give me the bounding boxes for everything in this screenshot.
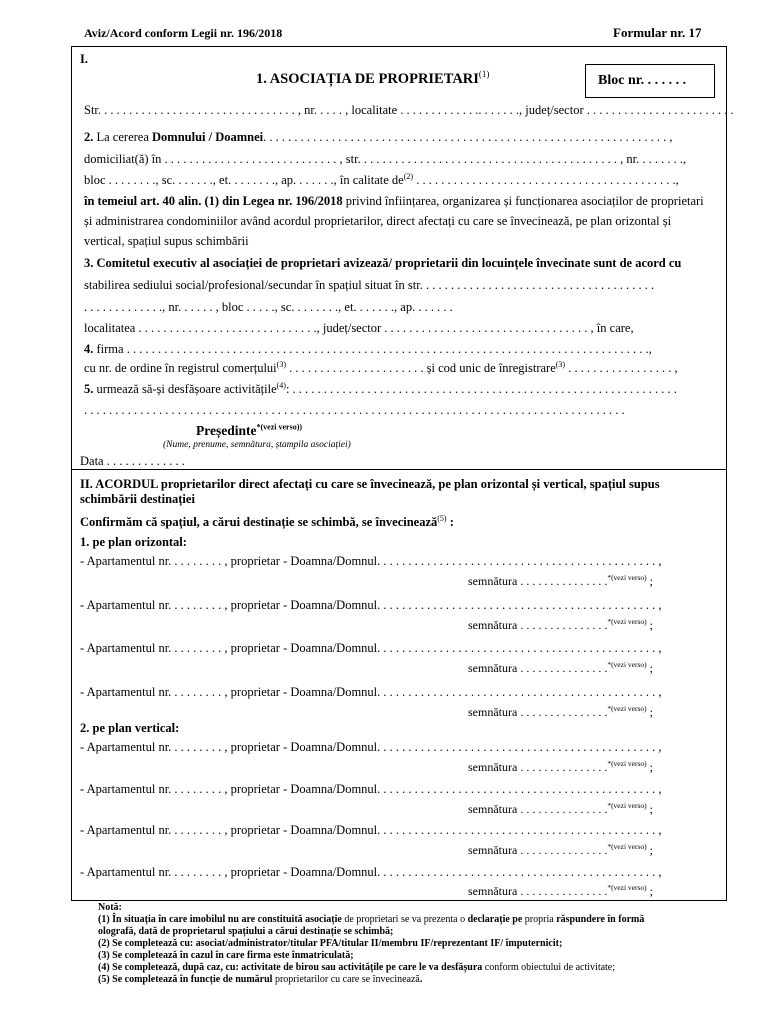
request-line[interactable]: 2. La cererea Domnului / Doamnei. . . . . . . . . . . . . . . . . . . . . . . . . . . . . . . . . . . . . . . . . . . . . . . . . . . . . . . . . . . . . . . . . ,	[84, 130, 673, 144]
legal-basis-line: în temeiul art. 40 alin. (1) din Legea nr. 196/2018 privind înființarea, organizarea și funcționarea asociaților de proprietari	[84, 194, 704, 208]
horizontal-heading: 1. pe plan orizontal:	[80, 535, 187, 549]
note-1: (1) În situația în care imobilul nu are constituită asociație de proprietari se va prezenta o declarație pe propria răspundere în formă	[98, 914, 645, 925]
apartment-row[interactable]: - Apartamentul nr. . . . . . . . . , proprietar - Doamna/Domnul. . . . . . . . . . . . . . . . . . . . . . . . . . . . . . . . . . . . . . . . . . . . . ,	[80, 782, 662, 796]
agreement-title: II. ACORDUL proprietarilor direct afectați cu care se învecinează, pe plan orizontal și vertical, spațiul supus	[80, 477, 660, 491]
agreement-title-2: schimbării destinației	[80, 492, 195, 506]
signature-field[interactable]: semnătura . . . . . . . . . . . . . . .$^{*(vezi verso)}$ ;	[468, 801, 654, 816]
apartment-row[interactable]: - Apartamentul nr. . . . . . . . . , proprietar - Doamna/Domnul. . . . . . . . . . . . . . . . . . . . . . . . . . . . . . . . . . . . . . . . . . . . . ,	[80, 598, 662, 612]
firm-line[interactable]: 4. firma . . . . . . . . . . . . . . . . . . . . . . . . . . . . . . . . . . . . . . . . . . . . . . . . . . . . . . . . . . . . . . . . . . . . . . . . . . . . . . . . . . . .,	[84, 342, 652, 356]
note-2: (2) Se completează cu: asociat/administrator/titular PFA/titular II/membru IF/reprezentant IF/ împuternicit;	[98, 938, 563, 949]
note-1-continued: olografă, dată de proprietarul spațiului a cărui destinație se schimbă;	[98, 926, 394, 937]
signature-field[interactable]: semnătura . . . . . . . . . . . . . . .$^{*(vezi verso)}$ ;	[468, 883, 654, 898]
signature-field[interactable]: semnătura . . . . . . . . . . . . . . .$^{*(vezi verso)}$ ;	[468, 842, 654, 857]
signature-field[interactable]: semnătura . . . . . . . . . . . . . . .$^{*(vezi verso)}$ ;	[468, 759, 654, 774]
legal-basis-line-3: vertical, spațiul supus schimbării	[84, 234, 249, 248]
bloc-capacity-line[interactable]: bloc . . . . . . . ., sc. . . . . . ., et. . . . . . . ., ap. . . . . . ., în calitate $de^{(2)}$ . . . . . . . . . . . . . . . . . . . . . . . . . . . . . . . . . . . . . . . . . .,	[84, 171, 679, 187]
note-5: (5) Se completează în funcție de numărul proprietarilor cu care se învecinează.	[98, 974, 423, 985]
apartment-row[interactable]: - Apartamentul nr. . . . . . . . . , proprietar - Doamna/Domnul. . . . . . . . . . . . . . . . . . . . . . . . . . . . . . . . . . . . . . . . . . . . . ,	[80, 641, 662, 655]
apartment-row[interactable]: - Apartamentul nr. . . . . . . . . , proprietar - Doamna/Domnul. . . . . . . . . . . . . . . . . . . . . . . . . . . . . . . . . . . . . . . . . . . . . ,	[80, 554, 662, 568]
apartment-row[interactable]: - Apartamentul nr. . . . . . . . . , proprietar - Doamna/Domnul. . . . . . . . . . . . . . . . . . . . . . . . . . . . . . . . . . . . . . . . . . . . . ,	[80, 823, 662, 837]
association-title: 1. ASOCIAȚIA DE PROPRIETARI$^{(1)}$	[256, 69, 490, 87]
date-field[interactable]: Data . . . . . . . . . . . . .	[80, 454, 185, 468]
signature-field[interactable]: semnătura . . . . . . . . . . . . . . .$^{*(vezi verso)}$ ;	[468, 617, 654, 632]
registry-line[interactable]: cu nr. de ordine în registrul comerțului$^{(3)}$ . . . . . . . . . . . . . . . . . . . . . . și cod unic de înregistrare$^{(3)}$ . . . . . . . . . . . . . . . . . ,	[84, 359, 678, 375]
headquarters-address-line[interactable]: . . . . . . . . . . . . ., nr. . . . . . , bloc . . . . ., sc. . . . . . . ., et. . . . . . ., ap. . . . . . .	[84, 300, 453, 314]
signature-field[interactable]: semnătura . . . . . . . . . . . . . . .$^{*(vezi verso)}$ ;	[468, 573, 654, 588]
apartment-row[interactable]: - Apartamentul nr. . . . . . . . . , proprietar - Doamna/Domnul. . . . . . . . . . . . . . . . . . . . . . . . . . . . . . . . . . . . . . . . . . . . . ,	[80, 685, 662, 699]
street-line[interactable]: Str. . . . . . . . . . . . . . . . . . . . . . . . . . . . . . . . , nr. . . . . , localitate . . . . . . . . . . . . .. . . . . . ., județ/sector . . . . . . . . . . . . . . . . . . . . . . . .	[84, 103, 734, 117]
apartment-row[interactable]: - Apartamentul nr. . . . . . . . . , proprietar - Doamna/Domnul. . . . . . . . . . . . . . . . . . . . . . . . . . . . . . . . . . . . . . . . . . . . . ,	[80, 740, 662, 754]
note-4: (4) Se completează, după caz, cu: activitate de birou sau activitățile pe care le va desfășura conform obiectului de activitate;	[98, 962, 616, 973]
bloc-number-field[interactable]: Bloc nr. . . . . . .	[598, 73, 687, 88]
form-number: Formular nr. 17	[613, 25, 702, 40]
section-one-roman: I.	[80, 52, 88, 66]
apartment-row[interactable]: - Apartamentul nr. . . . . . . . . , proprietar - Doamna/Domnul. . . . . . . . . . . . . . . . . . . . . . . . . . . . . . . . . . . . . . . . . . . . . ,	[80, 865, 662, 879]
activities-line-2[interactable]: . . . . . . . . . . . . . . . . . . . . . . . . . . . . . . . . . . . . . . . . . . . . . . . . . . . . . . . . . . . . . . . . . . . . . . . . . . . . . . . . . . . . . . .	[84, 403, 625, 417]
headquarters-locality-line[interactable]: localitatea . . . . . . . . . . . . . . . . . . . . . . . . . . . . ., județ/sector . . . . . . . . . . . . . . . . . . . . . . . . . . . . . . . . . , în care,	[84, 321, 634, 335]
note-3: (3) Se completează în cazul în care firma este înmatriculată;	[98, 950, 354, 961]
committee-statement: 3. Comitetul executiv al asociației de proprietari avizează/ proprietarii din locuințele învecinate sunt de acord cu	[84, 256, 682, 270]
headquarters-street-line[interactable]: stabilirea sediului social/profesional/secundar în spațiul situat în str. . . . . . . . . . . . . . . . . . . . . . . . . . . . . . . . . . . . . .	[84, 278, 655, 292]
domicile-line[interactable]: domiciliat(ă) în . . . . . . . . . . . . . . . . . . . . . . . . . . . . , str. . . . . . . . . . . . . . . . . . . . . . . . . . . . . . . . . . . . . . . . . . , nr. . . . . . . .,	[84, 152, 687, 166]
vertical-heading: 2. pe plan vertical:	[80, 721, 180, 735]
form-law-reference: Aviz/Acord conform Legii nr. 196/2018	[84, 26, 283, 40]
activities-line[interactable]: 5. urmează să-și desfășoare activitățile$^{(4)}$: . . . . . . . . . . . . . . . . . . . . . . . . . . . . . . . . . . . . . . . . . . . . . . . . . . . . . . . . . . . . . .	[84, 380, 677, 396]
signature-field[interactable]: semnătura . . . . . . . . . . . . . . .$^{*(vezi verso)}$ ;	[468, 660, 654, 675]
president-signature-label: Președinte$^{*(vezi verso))}$	[196, 422, 303, 438]
confirm-statement: Confirmăm că spațiul, a cărui destinație se schimbă, se învecinează$^{(5)}$ :	[80, 513, 454, 529]
legal-basis-line-2: și administrarea condominiilor având acordul proprietarilor, direct afectați cu care se învecinează, pe plan orizontal și	[84, 214, 672, 228]
signature-field[interactable]: semnătura . . . . . . . . . . . . . . .$^{*(vezi verso)}$ ;	[468, 704, 654, 719]
notes-title: Notă:	[98, 902, 122, 913]
president-signature-hint: (Nume, prenume, semnătura, ștampila asociației)	[163, 440, 351, 450]
